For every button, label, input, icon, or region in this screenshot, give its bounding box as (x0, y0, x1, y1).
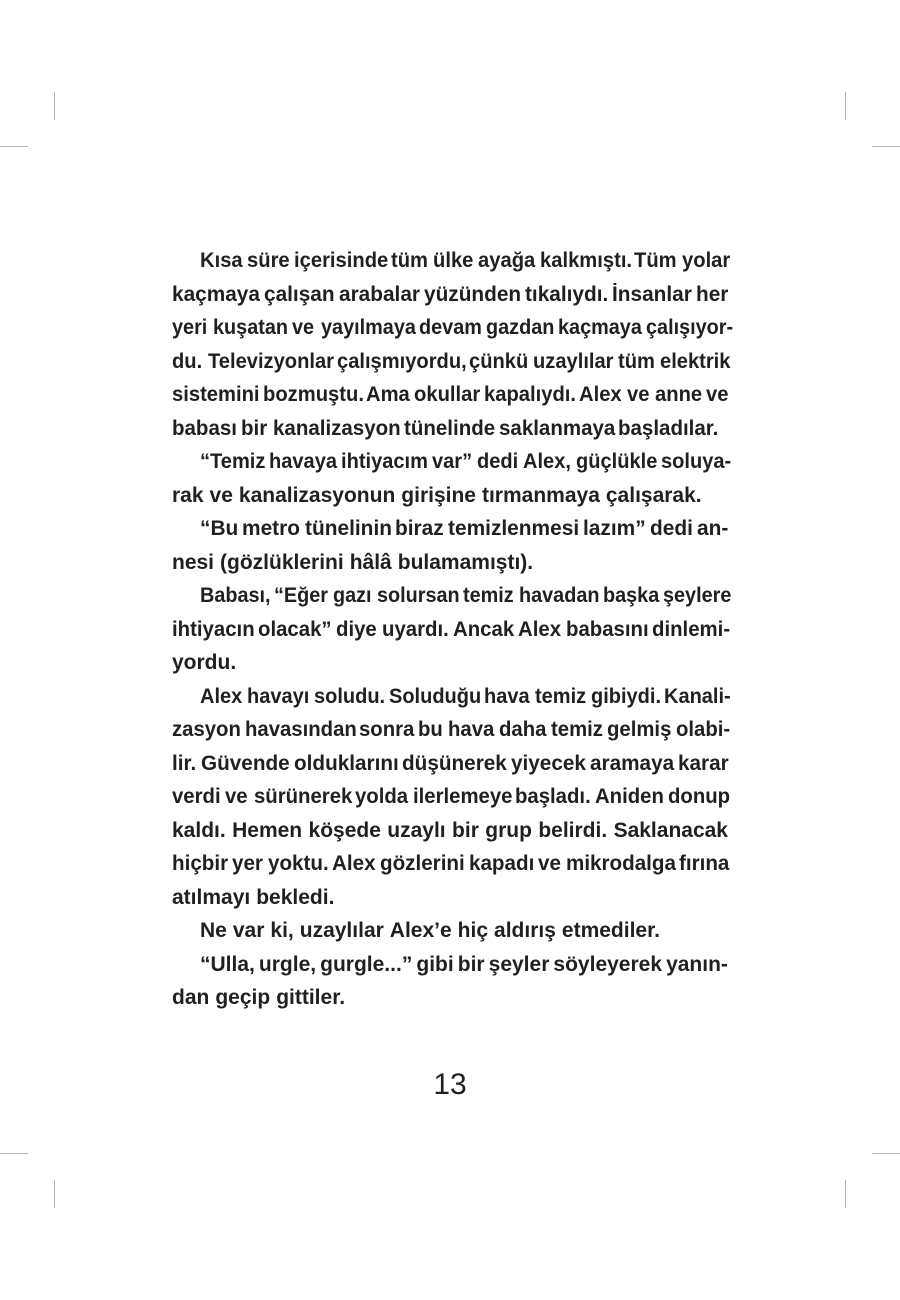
crop-mark-top-right (845, 92, 846, 120)
text-line: rak ve kanalizasyonun girişine tırmanmaya çalışarak. (172, 483, 702, 507)
text-line: ihtiyacın olacak” diye uyardı. Ancak Alex babasını dinlemi- (172, 617, 731, 641)
text-line: yordu. (172, 651, 237, 674)
text-line: zasyon havasından sonra bu hava daha temiz gelmiş olabi- (172, 718, 730, 741)
text-line: Kısa süre içerisinde tüm ülke ayağa kalkmıştı. Tüm yolar (200, 249, 730, 272)
text-line: hiçbir yer yoktu. Alex gözlerini kapadı ve mikrodalga fırına (172, 852, 729, 875)
crop-mark-top-left-h (0, 146, 28, 147)
text-line: “Ulla, urgle, gurgle...” gibi bir şeyler söyleyerek yanın- (200, 952, 728, 976)
text-line: verdi ve sürünerek yolda ilerlemeye başladı. Aniden donup (172, 785, 730, 808)
text-line: babası bir kanalizasyon tünelinde saklanmaya başladılar. (172, 416, 719, 440)
text-line: nesi (gözlüklerini hâlâ bulamamıştı). (172, 550, 534, 574)
crop-mark-bottom-left-h (0, 1153, 28, 1154)
text-line: sistemini bozmuştu. Ama okullar kapalıydı. Alex ve anne ve (172, 383, 729, 406)
page-number: 13 (433, 1068, 467, 1101)
text-line: dan geçip gittiler. (172, 986, 346, 1009)
crop-mark-bottom-right (845, 1180, 846, 1208)
text-line: yeri kuşatan ve yayılmaya devam gazdan kaçmaya çalışıyor- (172, 316, 733, 339)
text-line: kaçmaya çalışan arabalar yüzünden tıkalıydı. İnsanlar her (172, 282, 729, 306)
text-line: kaldı. Hemen köşede uzaylı bir grup belirdi. Saklanacak (172, 818, 728, 842)
text-line: Alex havayı soludu. Soluduğu hava temiz gibiydi. Kanali- (200, 684, 732, 708)
text-line: lir. Güvende olduklarını düşünerek yiyecek aramaya karar (172, 751, 729, 775)
text-line: atılmayı bekledi. (172, 885, 335, 909)
text-line: Ne var ki, uzaylılar Alex’e hiç aldırış etmediler. (200, 919, 660, 942)
crop-mark-top-left (54, 92, 55, 120)
text-line: “Temiz havaya ihtiyacım var” dedi Alex, güçlükle soluya- (200, 450, 732, 473)
crop-mark-bottom-right-h (872, 1153, 900, 1154)
crop-mark-top-right-h (872, 146, 900, 147)
text-line: Babası, “Eğer gazı solursan temiz havadan başka şeylere (200, 584, 732, 607)
text-line: “Bu metro tünelinin biraz temizlenmesi lazım” dedi an- (200, 517, 729, 540)
crop-mark-bottom-left (54, 1180, 55, 1208)
body-text (172, 244, 733, 1015)
text-line: du. Televizyonlar çalışmıyordu, çünkü uzaylılar tüm elektrik (172, 349, 731, 373)
